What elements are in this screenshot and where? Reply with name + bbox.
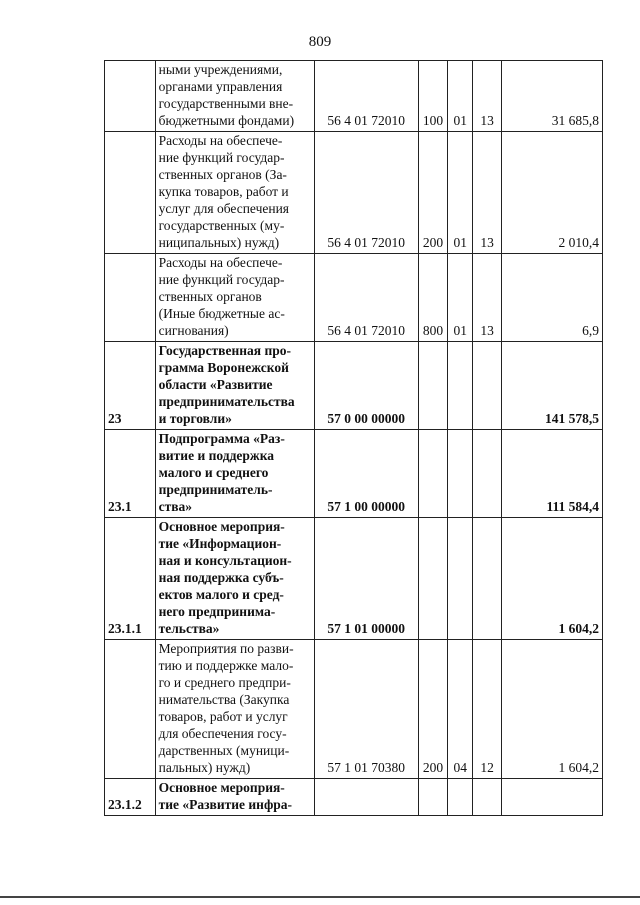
section-code-cell bbox=[448, 342, 473, 430]
row-name-cell: Основное мероприя- тие «Информацион- ная и консультацион- ная поддержка субъ- ектов малого и сред- него предпринима- тельства» bbox=[155, 518, 314, 640]
row-name-cell: ными учреждениями, органами управления государственными вне- бюджетными фондами) bbox=[155, 61, 314, 132]
amount-cell bbox=[501, 779, 602, 816]
table-row bbox=[105, 61, 603, 132]
table-row bbox=[105, 254, 603, 342]
row-number-cell: 23.1 bbox=[105, 430, 156, 518]
amount-cell: 141 578,5 bbox=[501, 342, 602, 430]
table-row bbox=[105, 132, 603, 254]
table-row bbox=[105, 342, 603, 430]
section-code-cell: 01 bbox=[448, 254, 473, 342]
expense-type-cell bbox=[418, 430, 447, 518]
row-name-cell: Подпрограмма «Раз- витие и поддержка малого и среднего предприниматель- ства» bbox=[155, 430, 314, 518]
expense-type-cell: 100 bbox=[418, 61, 447, 132]
amount-cell: 1 604,2 bbox=[501, 518, 602, 640]
expense-type-cell: 200 bbox=[418, 640, 447, 779]
section-code-cell: 04 bbox=[448, 640, 473, 779]
target-article-code-cell: 57 1 00 00000 bbox=[314, 430, 418, 518]
expense-type-cell bbox=[418, 779, 447, 816]
target-article-code-cell: 56 4 01 72010 bbox=[314, 132, 418, 254]
target-article-code-cell: 57 1 01 00000 bbox=[314, 518, 418, 640]
row-number-cell: 23 bbox=[105, 342, 156, 430]
section-code-cell bbox=[448, 518, 473, 640]
row-number-cell: 23.1.1 bbox=[105, 518, 156, 640]
amount-cell: 1 604,2 bbox=[501, 640, 602, 779]
expense-type-cell bbox=[418, 342, 447, 430]
table-row bbox=[105, 640, 603, 779]
expense-type-cell bbox=[418, 518, 447, 640]
bottom-rule bbox=[0, 896, 640, 898]
expense-type-cell: 200 bbox=[418, 132, 447, 254]
subsection-code-cell bbox=[473, 430, 501, 518]
subsection-code-cell: 13 bbox=[473, 254, 501, 342]
row-number-cell bbox=[105, 254, 156, 342]
target-article-code-cell: 56 4 01 72010 bbox=[314, 254, 418, 342]
page-number: 809 bbox=[308, 34, 332, 50]
amount-cell: 2 010,4 bbox=[501, 132, 602, 254]
row-number-cell: 23.1.2 bbox=[105, 779, 156, 816]
row-name-cell: Мероприятия по разви- тию и поддержке мало- го и среднего предпри- нимательства (Закупка товаров, работ и услуг для обеспечения госу- дарственных (муници- пальных) нужд) bbox=[155, 640, 314, 779]
section-code-cell: 01 bbox=[448, 61, 473, 132]
expense-type-cell: 800 bbox=[418, 254, 447, 342]
section-code-cell bbox=[448, 779, 473, 816]
row-name-cell: Расходы на обеспече- ние функций государ- ственных органов (За- купка товаров, работ и услуг для обеспечения государственных (му- ниципальных) нужд) bbox=[155, 132, 314, 254]
table-row bbox=[105, 518, 603, 640]
row-name-cell: Расходы на обеспече- ние функций государ- ственных органов (Иные бюджетные ас- сигнования) bbox=[155, 254, 314, 342]
table-row bbox=[105, 779, 603, 816]
target-article-code-cell bbox=[314, 779, 418, 816]
subsection-code-cell: 13 bbox=[473, 61, 501, 132]
row-number-cell bbox=[105, 132, 156, 254]
budget-table bbox=[104, 60, 603, 816]
amount-cell: 111 584,4 bbox=[501, 430, 602, 518]
row-name-cell: Государственная про- грамма Воронежской области «Развитие предпринимательства и торговли» bbox=[155, 342, 314, 430]
amount-cell: 6,9 bbox=[501, 254, 602, 342]
target-article-code-cell: 57 1 01 70380 bbox=[314, 640, 418, 779]
subsection-code-cell bbox=[473, 518, 501, 640]
section-code-cell bbox=[448, 430, 473, 518]
table-row bbox=[105, 430, 603, 518]
row-name-cell: Основное мероприя- тие «Развитие инфра- bbox=[155, 779, 314, 816]
subsection-code-cell bbox=[473, 342, 501, 430]
budget-table-body bbox=[105, 61, 603, 816]
row-number-cell bbox=[105, 61, 156, 132]
amount-cell: 31 685,8 bbox=[501, 61, 602, 132]
subsection-code-cell: 12 bbox=[473, 640, 501, 779]
subsection-code-cell bbox=[473, 779, 501, 816]
section-code-cell: 01 bbox=[448, 132, 473, 254]
target-article-code-cell: 56 4 01 72010 bbox=[314, 61, 418, 132]
subsection-code-cell: 13 bbox=[473, 132, 501, 254]
target-article-code-cell: 57 0 00 00000 bbox=[314, 342, 418, 430]
row-number-cell bbox=[105, 640, 156, 779]
